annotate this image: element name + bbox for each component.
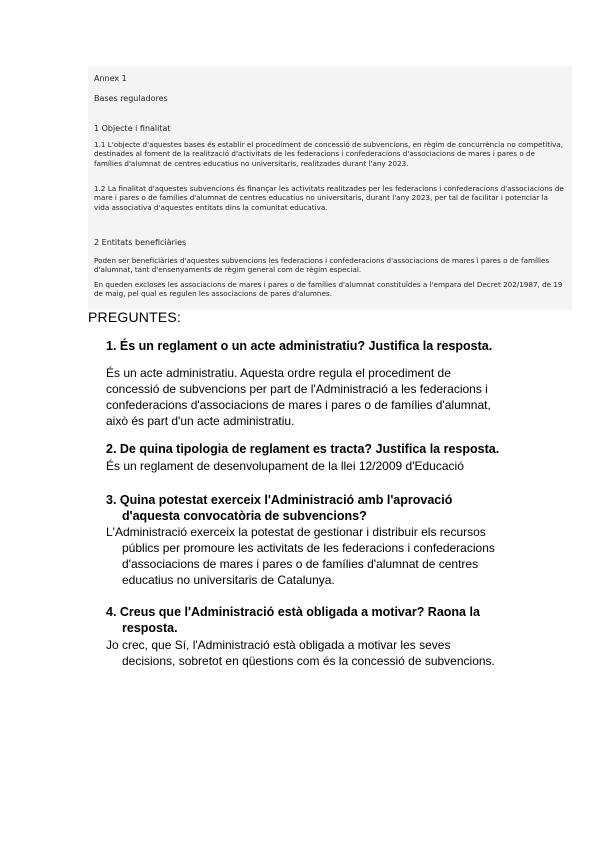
answer-2: És un reglament de desenvolupament de la llei 12/2009 d'Educació [106,459,464,473]
question-4-line-1: 4. Creus que l'Administració està obligada a motivar? Raona la [106,605,480,619]
question-2: 2. De quina tipologia de reglament es tracta? Justifica la resposta. [106,442,500,456]
preguntes-heading: PREGUNTES: [88,309,182,325]
answer-1: És un acte administratiu. Aquesta ordre regula el procediment de concessió de subvencions per part de l'Administració a les federacions i confederacions d'associacions de mares i pares o de famílies d'alumnat, això és part d'un acte administratiu. [106,366,491,428]
excerpt-paragraph-1-1: 1.1 L'objecte d'aquestes bases és establir el procediment de concessió de subvencions, en règim de concurrència no competitiva, destinades al foment de la realització d'activitats de les federacions i confederacions d'associacions de mares i pares o de famílies d'alumnat de centres educatius no universitaris, realitzades durant l'any 2023. [94,140,564,168]
answer-4-line-1: Jo crec, que Sí, l'Administració està obligada a motivar les seves [106,638,451,652]
question-3 [106,492,526,524]
answer-3-line-1: L'Administració exerceix la potestat de gestionar i distribuir els recursos [106,525,486,539]
question-3-line-1: 3. Quina potestat exerceix l'Administració amb l'aprovació [106,493,453,507]
answer-3-rest: públics per promoure les activitats de les federacions i confederacions d'associacions de mares i pares o de famílies d'alumnat de centres educatius no universitaris de Catalunya. [122,541,495,587]
question-3-line-2: d'aquesta convocatòria de subvencions? [122,509,367,523]
excerpt-annex: Annex 1 [94,74,127,83]
excerpt-paragraph-1-2: 1.2 La finalitat d'aquestes subvencions és finançar les activitats realitzades per les federacions i confederacions d'associacions de mare i pares o de famílies d'alumnat de centres educatius no universitaris, durant l'any 2023, per tal de facilitar i potenciar la vida associativa d'aquestes entitats dins la comunitat educativa. [94,184,564,212]
scanned-excerpt [88,66,572,310]
answer-4-rest: decisions, sobretot en qüestions com és la concessió de subvencions. [122,654,495,668]
answer-4 [106,637,546,669]
question-1: 1. És un reglament o un acte administratiu? Justifica la resposta. [106,339,493,353]
question-4 [106,604,526,636]
excerpt-section1-title: 1 Objecte i finalitat [94,124,171,133]
answer-3 [106,524,526,588]
excerpt-section2-title: 2 Entitats beneficiàries [94,238,187,247]
excerpt-paragraph-2-1: Poden ser beneficiàries d'aquestes subvencions les federacions i confederacions d'associacions de mares i pares o de famílies d'alumnat, tant d'ensenyaments de règim general com de règim especial. [94,256,550,275]
excerpt-paragraph-2-2: En queden excloses les associacions de mares i pares o de famílies d'alumnat constituïdes a l'empara del Decret 202/1987, de 19 de maig, pel qual es regulen les associacions de pares d'alumnes. [94,280,563,299]
question-4-line-2: resposta. [122,621,178,635]
excerpt-bases-title: Bases reguladores [94,94,168,103]
